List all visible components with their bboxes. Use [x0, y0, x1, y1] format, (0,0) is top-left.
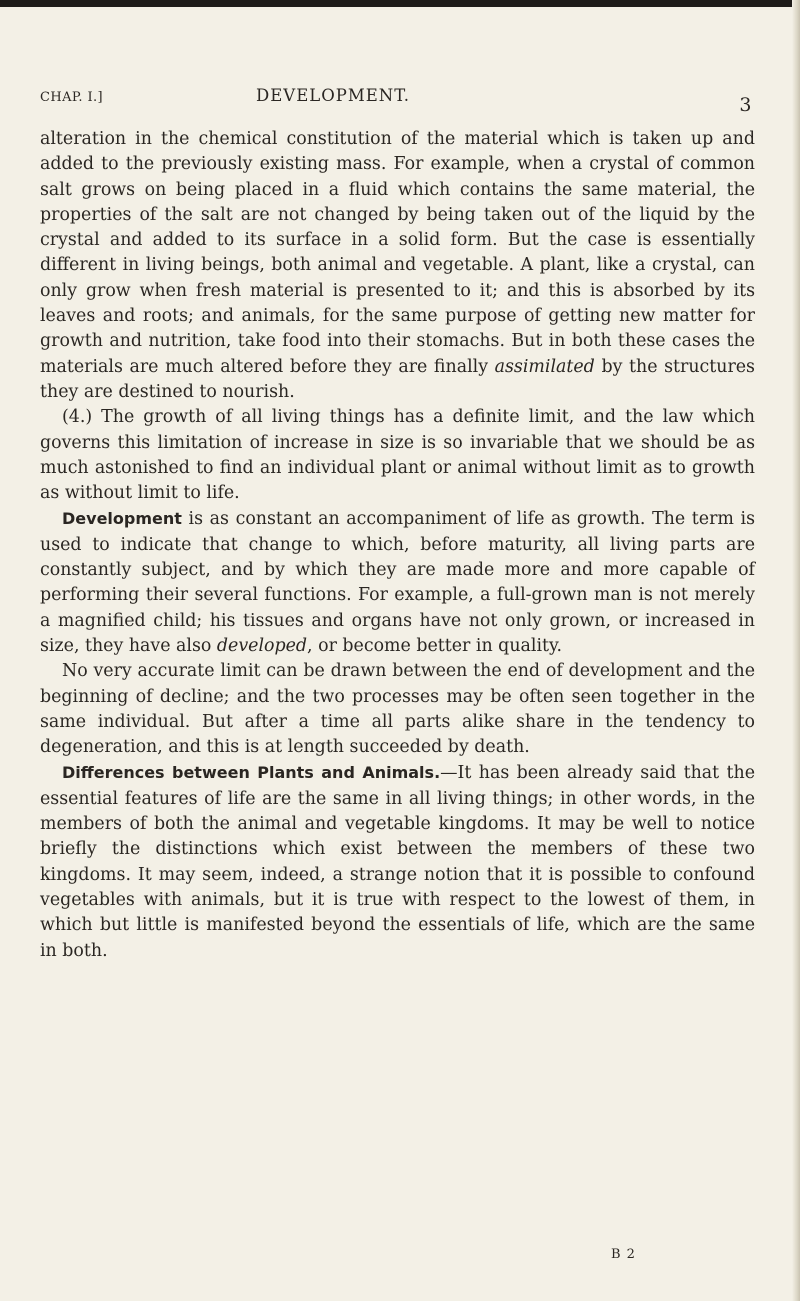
page-right-edge — [792, 0, 800, 1301]
chapter-marker: CHAP. I.] — [40, 90, 103, 105]
signature-mark: B 2 — [611, 1247, 636, 1262]
paragraph-text: alteration in the chemical constitution of the material which is taken up and added to the previously existing mass. For example, when a crystal of common salt grows on being placed in a fluid which contains the same material, the properties of the salt are not changed by being taken out of the liquid by the crystal and added to its surface in a solid form. But the case is essentially different in living beings, both animal and vegetable. A plant, like a crystal, can only grow when fresh material is presented to it; and this is absorbed by its leaves and roots; and animals, for the same purpose of getting new matter for growth and nutrition, take food into their stomachs. But in both these cases the materials are much altered before they are finally — [40, 129, 755, 377]
paragraph-decline — [40, 659, 755, 760]
paragraph-text: —It has been already said that the essential features of life are the same in all living things; in other words, in the members of both the animal and vegetable kingdoms. It may be well to notice briefly the distinctions which exist between the members of these two kingdoms. It may seem, indeed, a strange notion that it is possible to confound vegetables with animals, but it is true with respect to the lowest of them, in which but little is manifested beyond the essentials of life, which are the same in both. — [40, 763, 755, 961]
paragraph-development — [40, 506, 755, 659]
bold-term-development: Development — [62, 509, 182, 529]
running-header — [40, 86, 760, 116]
paragraph-text: (4.) The growth of all living things has a definite limit, and the law which governs this limitation of increase in size is so invariable that we should be as much astonished to find an individual plant or animal without limit as to growth as without limit to life. — [40, 407, 755, 504]
page-body — [40, 127, 755, 964]
italic-term-developed: developed — [216, 635, 308, 656]
italic-term-assimilated: assimilated — [494, 356, 595, 377]
paragraph-text-end: by the structures they are destined to nourish. — [40, 356, 755, 402]
paragraph-differences — [40, 760, 755, 963]
paragraph-growth-limit — [40, 405, 755, 506]
paragraph-continuation — [40, 127, 755, 405]
paragraph-text: is as constant an accompaniment of life as growth. The term is used to indicate that change to which, before maturity, all living parts are constantly subject, and by which they are made more and more capable of performing their several functions. For example, a full-grown man is not merely a magnified child; his tissues and organs have not only grown, or increased in size, they have also — [40, 509, 755, 656]
paragraph-text-end: , or become better in quality. — [307, 635, 563, 656]
running-title: DEVELOPMENT. — [256, 86, 411, 105]
section-heading-differences: Differences between Plants and Animals. — [62, 763, 441, 783]
page-number: 3 — [739, 94, 752, 116]
paragraph-text: No very accurate limit can be drawn between the end of development and the beginning of decline; and the two processes may be often seen together in the same individual. But after a time all parts alike share in the tendency to degeneration, and this is at length succeeded by death. — [40, 661, 755, 758]
page-top-edge — [0, 0, 800, 7]
